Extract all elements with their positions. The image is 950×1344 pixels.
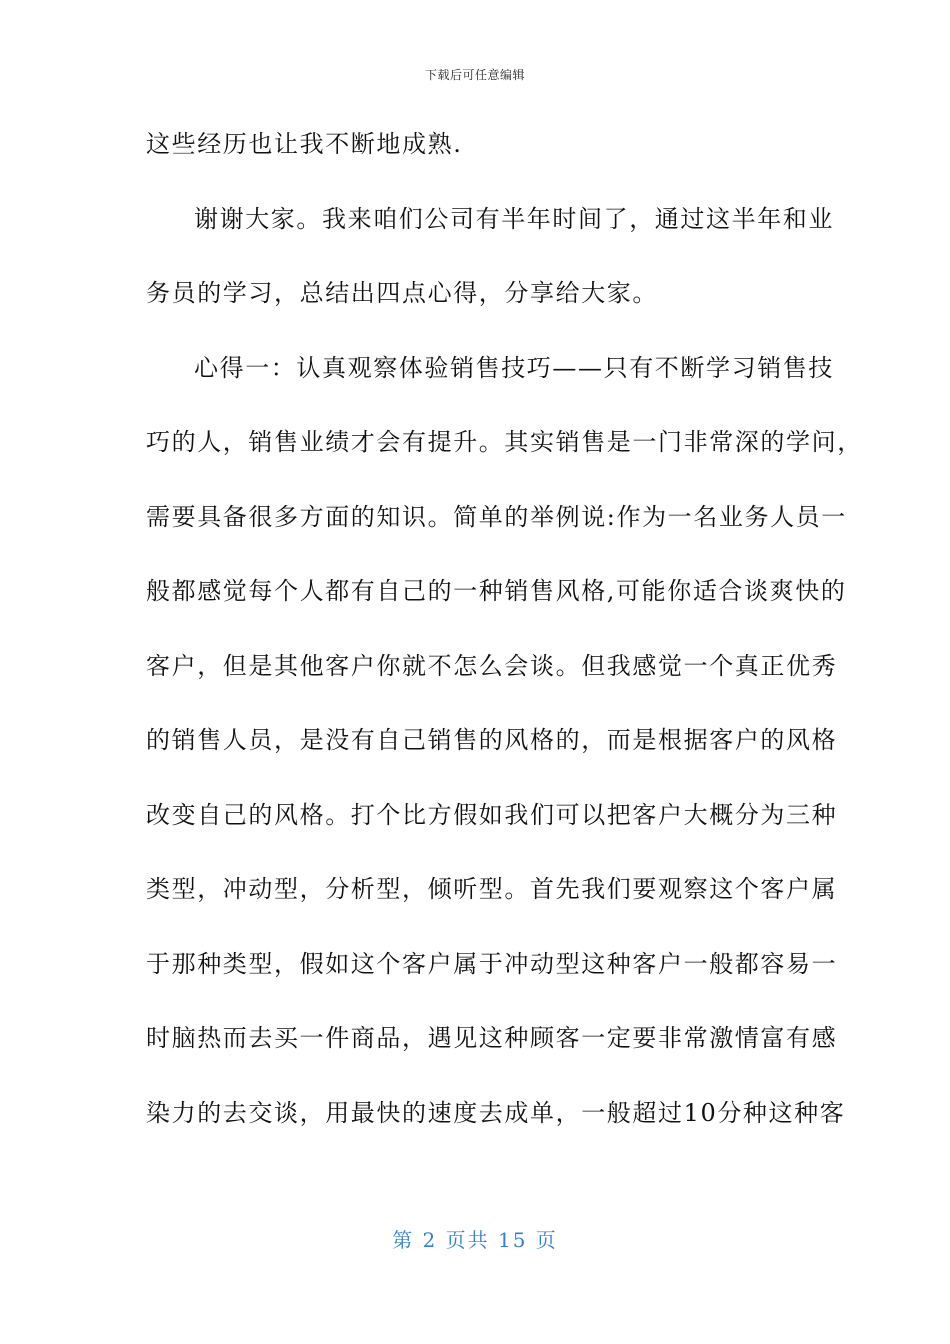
body-line: 这些经历也让我不断地成熟. (146, 130, 463, 158)
body-line: 客户，但是其他客户你就不怎么会谈。但我感觉一个真正优秀 (146, 651, 838, 680)
header-text: 下载后可任意编辑 (424, 68, 525, 82)
body-line: 巧的人，销售业绩才会有提升。其实销售是一门非常深的学问， (146, 428, 863, 456)
body-line: 的销售人员，是没有自己销售的风格的，而是根据客户的风格 (146, 726, 838, 754)
page-header (0, 66, 950, 83)
body-line: 需要具备很多方面的知识。简单的举例说:作为一名业务人员一 (146, 502, 847, 531)
body-line: 于那种类型，假如这个客户属于冲动型这种客户一般都容易一 (146, 949, 838, 978)
body-line: 时脑热而去买一件商品，遇见这种顾客一定要非常激情富有感 (146, 1024, 838, 1052)
body-line: 改变自己的风格。打个比方假如我们可以把客户大概分为三种 (146, 800, 838, 829)
body-line: 务员的学习，总结出四点心得，分享给大家。 (146, 279, 658, 307)
body-line: 类型，冲动型，分析型，倾听型。首先我们要观察这个客户属 (146, 875, 838, 903)
body-line: 般都感觉每个人都有自己的一种销售风格,可能你适合谈爽快的 (146, 577, 847, 605)
body-line: 谢谢大家。我来咱们公司有半年时间了，通过这半年和业 (194, 204, 834, 233)
body-line: 染力的去交谈，用最快的速度去成单，一般超过10分种这种客 (146, 1098, 846, 1127)
body-line: 心得一：认真观察体验销售技巧——只有不断学习销售技 (194, 353, 834, 382)
page-number-text: 第 2 页共 15 页 (392, 1228, 558, 1252)
document-body (146, 124, 863, 1167)
page-footer (0, 1224, 950, 1253)
